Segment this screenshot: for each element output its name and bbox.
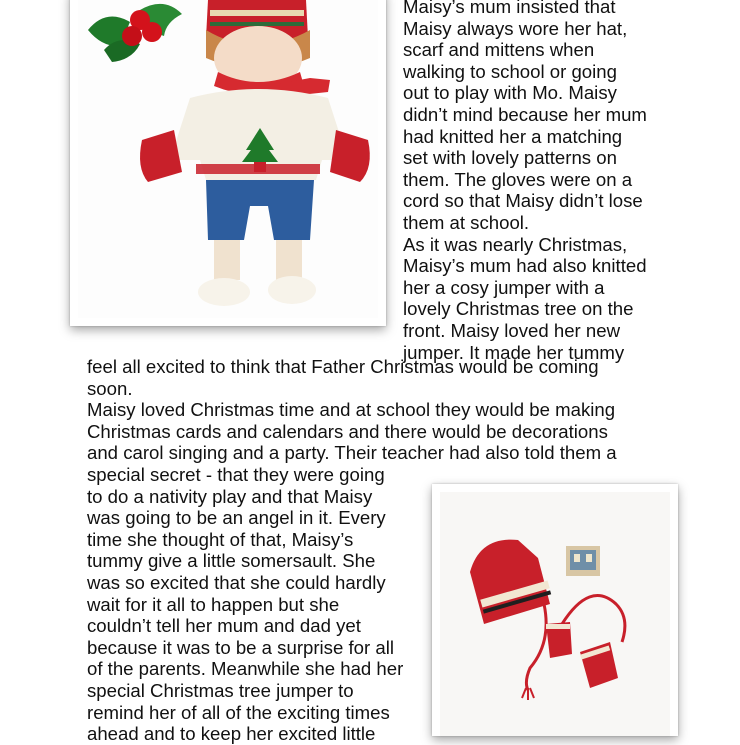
story-line: set with lovely patterns on [403, 147, 617, 169]
story-line: Maisy’s mum had also knitted [403, 255, 647, 277]
story-line: feel all excited to think that Father Christmas would be coming [87, 356, 599, 377]
bottom-photo-frame [432, 484, 678, 736]
story-line: remind her of all of the exciting times [87, 701, 390, 723]
story-line: jumper. It made her tummy [403, 341, 625, 363]
story-line: cord so that Maisy didn’t lose [403, 190, 643, 212]
story-line: because it was to be a surprise for all [87, 636, 394, 658]
story-line: special Christmas tree jumper to [87, 680, 354, 701]
story-line: lovely Christmas tree on the [403, 298, 634, 320]
story-line: Christmas cards and calendars and there would be decorations [87, 420, 608, 442]
story-line: her a cosy jumper with a [403, 276, 605, 298]
story-line: them at school. [403, 212, 530, 233]
story-line: and carol singing and a party. Their teacher had also told them a [87, 442, 617, 464]
story-line: Maisy’s mum insisted that [403, 0, 616, 17]
holly-icon [84, 0, 186, 64]
story-line: had knitted her a matching [403, 125, 623, 147]
story-line: tummy give a little somersault. She [87, 550, 376, 572]
story-line: couldn’t tell her mum and dad yet [87, 615, 361, 637]
knitted-hat-and-mittens-illustration [440, 492, 670, 736]
story-line: to do a nativity play and that Maisy [87, 485, 373, 507]
story-line: time she thought of that, Maisy’s [87, 528, 354, 550]
story-line: As it was nearly Christmas, [403, 233, 628, 255]
story-line: scarf and mittens when [403, 39, 595, 61]
knitwear-photo [440, 492, 670, 736]
story-line: Maisy always wore her hat, [403, 17, 628, 39]
story-line: of the parents. Meanwhile she had her [87, 658, 404, 680]
story-line: them. The gloves were on a [403, 168, 633, 190]
story-line: out to play with Mo. Maisy [403, 82, 617, 104]
story-line: walking to school or going [403, 60, 617, 82]
story-line: front. Maisy loved her new [403, 320, 621, 341]
story-line: didn’t mind because her mum [403, 104, 647, 125]
story-line: was so excited that she could hardly [87, 572, 386, 593]
story-line: wait for it all to happen but she [87, 593, 340, 615]
story-line: Maisy loved Christmas time and at school they would be making [87, 399, 616, 421]
story-line: ahead and to keep her excited little [87, 723, 376, 745]
story-line: special secret - that they were going [87, 464, 385, 485]
story-line: soon. [87, 377, 133, 399]
story-line: was going to be an angel in it. Every [87, 507, 386, 529]
